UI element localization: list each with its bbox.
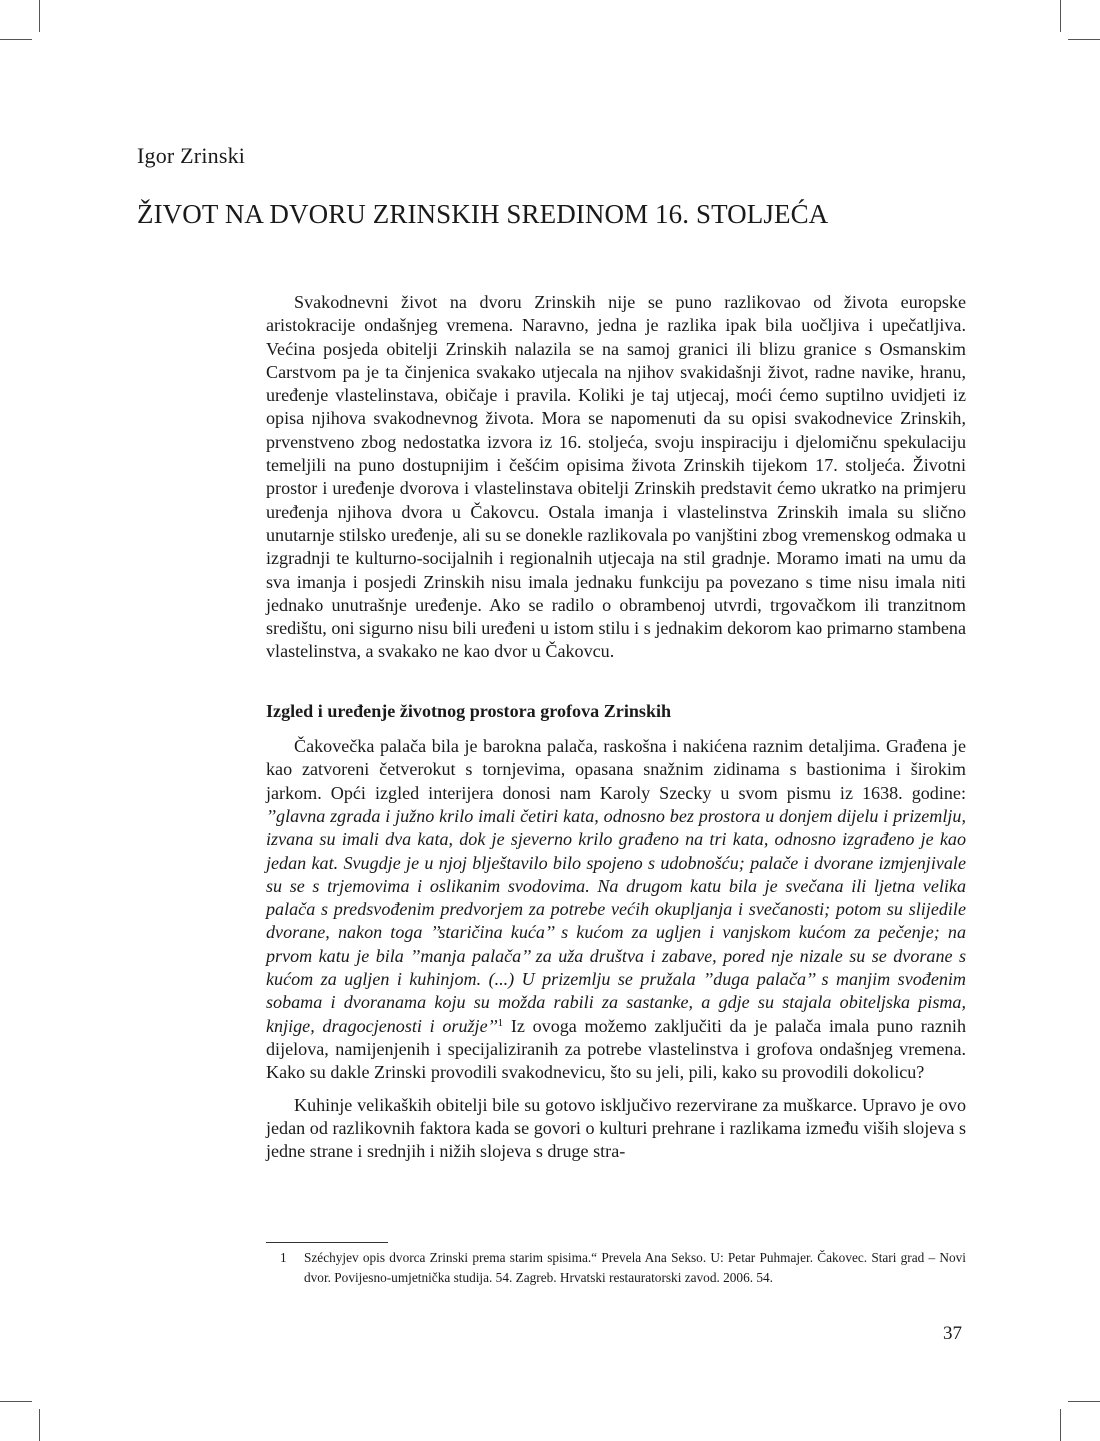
body-paragraph: Kuhinje velikaških obitelji bile su gotovo isključivo rezervirane za muškarce. Upravo je ovo jedan od razlikovnih faktora kada se govori o kulturi prehrane i razlikama između viših slojeva s jedne strane i srednjih i nižih slojeva s druge stra- bbox=[266, 1094, 966, 1162]
crop-mark bbox=[1068, 1401, 1100, 1402]
article-body bbox=[266, 291, 966, 1172]
crop-mark bbox=[39, 0, 40, 32]
crop-mark bbox=[1060, 1409, 1061, 1441]
author-name: Igor Zrinski bbox=[137, 143, 246, 168]
quotation: ’’glavna zgrada i južno krilo imali četiri kata, odnosno bez prostora u donjem dijelu i prizemlju, izvana su imali dva kata, dok je sjeverno krilo građeno na tri kata, odnosno izgrađeno je kao jedan kat. Svugdje je u njoj blještavilo bilo spojeno s udobnošću; palače i dvorane izmjenjivale su se s trjemovima i oslikanim svodovima. Na drugom katu bila je svečana ili ljetna velika palača s predsvođenim predvorjem za potrebe većih okupljanja i svečanosti; potom su slijedile dvorane, nakon toga ’’staričina kuća’’ s kućom za ugljen i vanjskom kućom za pečenje; na prvom katu je bila ’’manja palača’’ za uža društva i zabave, pored nje nizale su se dvorane s kućom za ugljen i kuhinjom. (...) U prizemlju se pružala ’’duga palača’’ s manjim svođenim sobama i dvoranama koju su možda rabili za sastanke, a gdje su stajala obiteljska pisma, knjige, dragocjenosti i oružje’’ bbox=[266, 805, 966, 1036]
section-heading: Izgled i uređenje životnog prostora grofova Zrinskih bbox=[266, 700, 672, 721]
footnote-divider bbox=[266, 1242, 388, 1243]
crop-mark bbox=[1068, 39, 1100, 40]
page-number: 37 bbox=[943, 1323, 962, 1344]
page-title: ŽIVOT NA DVORU ZRINSKIH SREDINOM 16. STOLJEĆA bbox=[137, 199, 829, 229]
crop-mark bbox=[39, 1409, 40, 1441]
footnote-reference[interactable]: 1 bbox=[497, 1016, 504, 1029]
body-paragraph bbox=[266, 735, 966, 1084]
footnote-number: 1 bbox=[280, 1250, 287, 1265]
paragraph-text: Iz ovoga možemo zaključiti da je palača imala puno raznih dijelova, namijenjenih i specijaliziranih za potrebe vlastelinstva i grofova ondašnjeg vremena. Kako su dakle Zrinski provodili svakodnevicu, što su jeli, pili, kako su provodili dokolicu? bbox=[266, 1015, 966, 1083]
paragraph-text: Čakovečka palača bila je barokna palača, raskošna i nakićena raznim detaljima. Građena je kao zatvoreni četverokut s tornjevima, opasana snažnim zidinama s bastionima i širokim jarkom. Opći izgled interijera donosi nam Karoly Szecky u svom pismu iz 1638. godine: bbox=[266, 736, 966, 803]
footnote-text: Széchyjev opis dvorca Zrinski prema starim spisima.“ Prevela Ana Sekso. U: Petar Puhmajer. Čakovec. Stari grad – Novi dvor. Povijesno-umjetnička studija. 54. Zagreb. Hrvatski restauratorski zavod. 2006. 54. bbox=[304, 1250, 966, 1285]
crop-mark bbox=[0, 1401, 32, 1402]
body-paragraph: Svakodnevni život na dvoru Zrinskih nije se puno razlikovao od života europske aristokracije ondašnjeg vremena. Naravno, jedna je razlika ipak bila uočljiva i upečatljiva. Većina posjeda obitelji Zrinskih nalazila se na samoj granici ili blizu granice s Osmanskim Carstvom pa je ta činjenica svakako utjecala na njihov svakidašnji život, radne navike, hranu, uređenje vlastelinstava, običaje i pravila. Koliki je taj utjecaj, moći ćemo suptilno uvidjeti iz opisa njihova svakodnevnog života. Mora se napomenuti da su opisi svakodnevice Zrinskih, prvenstveno zbog nedostatka izvora iz 16. stoljeća, svoju inspiraciju i djelomičnu spekulaciju temeljili na puno dostupnijim i češćim opisima života Zrinskih tijekom 17. stoljeća. Životni prostor i uređenje dvorova i vlastelinstava obitelji Zrinskih predstavit ćemo ukratko na primjeru uređenja njihova dvora u Čakovcu. Ostala imanja i vlastelinstva Zrinskih imala su slično unutarnje stilsko uređenje, ali su se donekle razlikovala po vanjštini zbog vremenskog odmaka u izgradnji te kulturno-socijalnih i regionalnih utjecaja na stil gradnje. Moramo imati na umu da sva imanja i posjedi Zrinskih nisu imala jednaku funkciju pa povezano s time nisu imala niti jednako unutrašnje uređenje. Ako se radilo o obrambenoj utvrdi, trgovačkom ili tranzitnom središtu, oni sigurno nisu bili uređeni u istom stilu i s jednakim dekorom kao primarno stambena vlastelinstva, a svakako ne kao dvor u Čakovcu. bbox=[266, 292, 966, 662]
footnote bbox=[266, 1248, 966, 1288]
crop-mark bbox=[0, 39, 32, 40]
crop-mark bbox=[1060, 0, 1061, 32]
